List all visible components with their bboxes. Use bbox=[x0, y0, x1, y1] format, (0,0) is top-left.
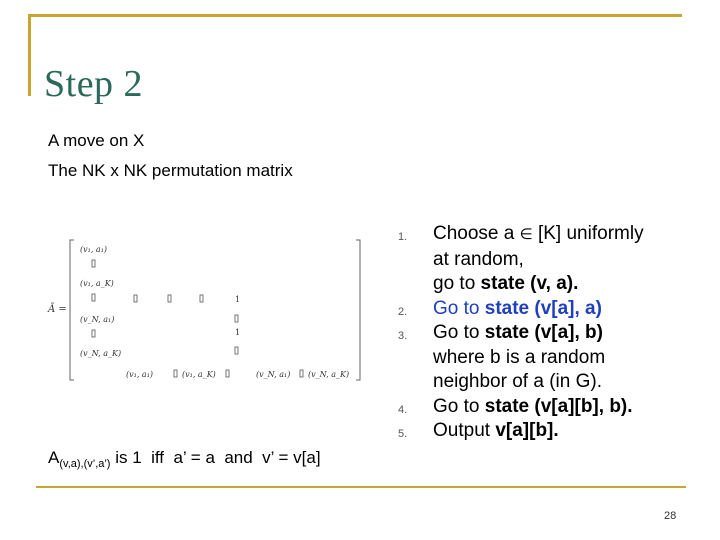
step-3 bbox=[398, 321, 698, 395]
step-4 bbox=[398, 395, 698, 420]
step-text: Output bbox=[433, 420, 496, 441]
subtitle-line-2: The NK x NK permutation matrix bbox=[48, 161, 293, 180]
col-label-3: (v_N, a₁) bbox=[256, 370, 291, 379]
row-label-4: (v_N, a_K) bbox=[80, 349, 122, 358]
caption-symbol: A bbox=[48, 448, 60, 467]
step-text: go to bbox=[433, 273, 481, 294]
step-number: 1. bbox=[398, 231, 408, 243]
step-5 bbox=[398, 419, 698, 444]
col-label-2: (v₁, a_K) bbox=[182, 370, 216, 379]
ellipsis-mark bbox=[226, 370, 229, 377]
element-of-symbol: ∈ bbox=[519, 226, 533, 243]
step-text: Go to bbox=[433, 395, 485, 417]
step-number: 2. bbox=[398, 305, 408, 318]
matrix-lhs: Ã = bbox=[48, 304, 67, 315]
step-text: where b is a random bbox=[433, 346, 606, 368]
entry-box bbox=[235, 347, 238, 354]
slide-title: Step 2 bbox=[44, 63, 144, 105]
col-label-4: (v_N, a_K) bbox=[308, 370, 350, 379]
footer-rule bbox=[36, 486, 686, 488]
step-text: neighbor of a (in G). bbox=[433, 371, 602, 392]
entry-box bbox=[200, 295, 203, 302]
entry-one: 1 bbox=[235, 295, 241, 304]
step-1 bbox=[398, 222, 698, 297]
ellipsis-mark bbox=[300, 370, 303, 377]
step-text: Go to bbox=[433, 322, 485, 343]
decorative-vertical-rule bbox=[28, 14, 31, 96]
caption-subscript: (v,a),(v’,a’) bbox=[59, 458, 111, 470]
ellipsis-mark bbox=[92, 260, 95, 267]
entry-box bbox=[134, 295, 137, 302]
matrix-definition-caption bbox=[48, 448, 321, 470]
page-number: 28 bbox=[664, 510, 677, 522]
step-text: at random, bbox=[433, 248, 524, 270]
state-keyword: state (v[a], a) bbox=[484, 297, 602, 319]
step-number: 3. bbox=[398, 330, 408, 342]
step-number: 5. bbox=[398, 428, 408, 440]
ellipsis-mark bbox=[92, 294, 95, 301]
state-keyword: state (v, a). bbox=[480, 273, 579, 294]
step-text: Go to bbox=[433, 297, 485, 319]
state-keyword: state (v[a][b], b). bbox=[484, 395, 633, 417]
step-text: Choose a bbox=[433, 223, 520, 244]
entry-one: 1 bbox=[235, 328, 241, 337]
steps-list bbox=[398, 222, 698, 444]
ellipsis-mark bbox=[92, 330, 95, 337]
caption-text: is 1 iff a’ = a and v’ = v[a] bbox=[110, 448, 321, 467]
row-label-3: (v_N, a₁) bbox=[80, 315, 115, 324]
step-number: 4. bbox=[398, 403, 408, 416]
entry-box bbox=[168, 295, 171, 302]
permutation-matrix-figure bbox=[46, 232, 364, 386]
matrix-right-bracket bbox=[356, 240, 360, 380]
step-2 bbox=[398, 297, 698, 322]
matrix-left-bracket bbox=[70, 240, 74, 380]
subtitle-line-1: A move on X bbox=[48, 131, 145, 150]
row-label-2: (v₁, a_K) bbox=[80, 279, 114, 288]
state-keyword: state (v[a], b) bbox=[484, 322, 603, 343]
col-label-1: (v₁, a₁) bbox=[126, 370, 154, 379]
state-keyword: v[a][b]. bbox=[495, 420, 559, 441]
row-label-1: (v₁, a₁) bbox=[80, 245, 108, 254]
step-text: [K] uniformly bbox=[532, 223, 644, 244]
entry-box bbox=[235, 315, 238, 322]
ellipsis-mark bbox=[174, 370, 177, 377]
decorative-horizontal-rule bbox=[28, 14, 682, 17]
